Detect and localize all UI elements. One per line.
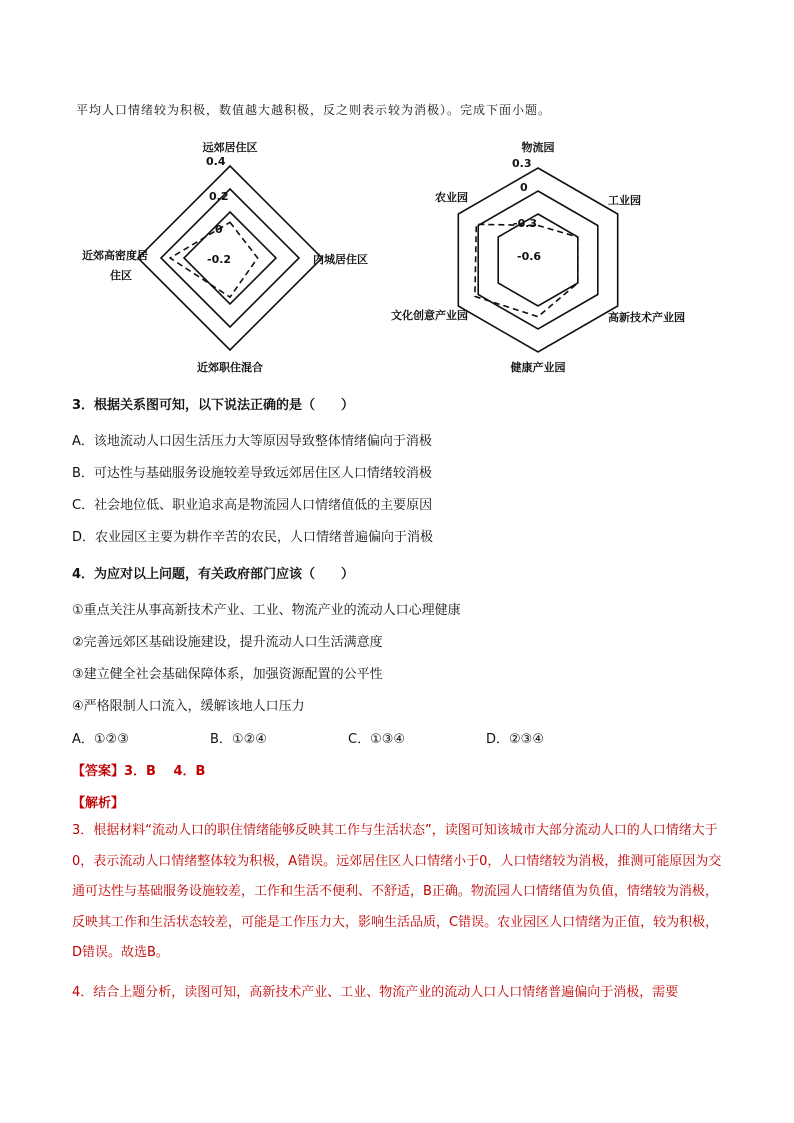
axis-label-left-2: 住区	[110, 269, 132, 282]
radar-chart-right	[390, 135, 700, 380]
axis-label: 高新技术产业园	[608, 311, 685, 324]
axis-label-top: 远郊居住区	[202, 141, 258, 154]
analysis-paragraph-4: 4．结合上题分析，读图可知，高新技术产业、工业、物流产业的流动人口人口情绪普遍偏向于消极，需要	[72, 985, 679, 1000]
question-4-statement-4: ④严格限制人口流入，缓解该地人口压力	[72, 699, 305, 714]
tick-label: -0.6	[517, 250, 542, 263]
analysis-paragraph-3: 3．根据材料“流动人口的职住情绪能够反映其工作与生活状态”，读图可知该城市大部分流动人口的人口情绪大于0，表示流动人口情绪整体较为积极，A错误。远郊居住区人口情绪小于0，人口情绪较为消极，推测可能原因为交通可达性与基础服务设施较差，工作和生活不便利、不舒适，B正确。物流园人口情绪值为负值，情绪较为消极，反映其工作和生活状态较差，可能是工作压力大，影响生活品质，C错误。农业园区人口情绪为正值，较为积极，D错误。故选B。	[72, 823, 722, 960]
question-3-stem: 3．根据关系图可知，以下说法正确的是（ ）	[72, 398, 355, 413]
tick-label: -0.3	[513, 217, 538, 230]
question-4-option-d: D．②③④	[486, 732, 544, 747]
tick-label: 0.2	[209, 190, 229, 203]
axis-label: 健康产业园	[510, 361, 566, 374]
axis-label: 物流园	[521, 141, 555, 154]
answer-text: 3．B 4．B	[124, 764, 206, 779]
answer-line	[72, 760, 205, 779]
question-4-statement-3: ③建立健全社会基础保障体系，加强资源配置的公平性	[72, 667, 383, 682]
axis-label: 文化创意产业园	[391, 309, 468, 322]
question-4-option-c: C．①③④	[348, 732, 406, 747]
axis-label: 工业园	[608, 194, 641, 207]
question-4-statement-1: ①重点关注从事高新技术产业、工业、物流产业的流动人口心理健康	[72, 603, 461, 618]
tick-label: 0	[215, 223, 223, 236]
axis-label-right: 内城居住区	[313, 253, 368, 266]
question-3-option-a: A．该地流动人口因生活压力大等原因导致整体情绪偏向于消极	[72, 434, 432, 449]
tick-label: 0.3	[512, 157, 532, 170]
intro-text: 平均人口情绪较为积极，数值越大越积极，反之则表示较为消极）。完成下面小题。	[76, 103, 552, 117]
radar-series-line	[475, 224, 578, 316]
question-4-stem: 4．为应对以上问题，有关政府部门应该（ ）	[72, 567, 355, 582]
question-4-option-b: B．①②④	[210, 732, 267, 747]
question-4-statement-2: ②完善远郊区基础设施建设，提升流动人口生活满意度	[72, 635, 383, 650]
analysis-label: 【解析】	[72, 796, 125, 811]
tick-label: 0.4	[206, 155, 226, 168]
axis-label: 农业园	[435, 191, 468, 204]
question-3-option-b: B．可达性与基础服务设施较差导致远郊居住区人口情绪较消极	[72, 466, 432, 481]
axis-label-bottom: 近郊职住混合	[197, 361, 263, 374]
tick-label: 0	[520, 181, 528, 194]
tick-label: -0.2	[207, 253, 232, 266]
axis-label-left-1: 近郊高密度居	[82, 249, 148, 262]
question-3-option-c: C．社会地位低、职业追求高是物流园人口情绪值低的主要原因	[72, 498, 433, 513]
radar-chart-left	[70, 135, 370, 380]
question-4-option-a: A．①②③	[72, 732, 129, 747]
question-3-option-d: D．农业园区主要为耕作辛苦的农民，人口情绪普遍偏向于消极	[72, 530, 434, 545]
answer-label: 【答案】	[72, 764, 125, 779]
